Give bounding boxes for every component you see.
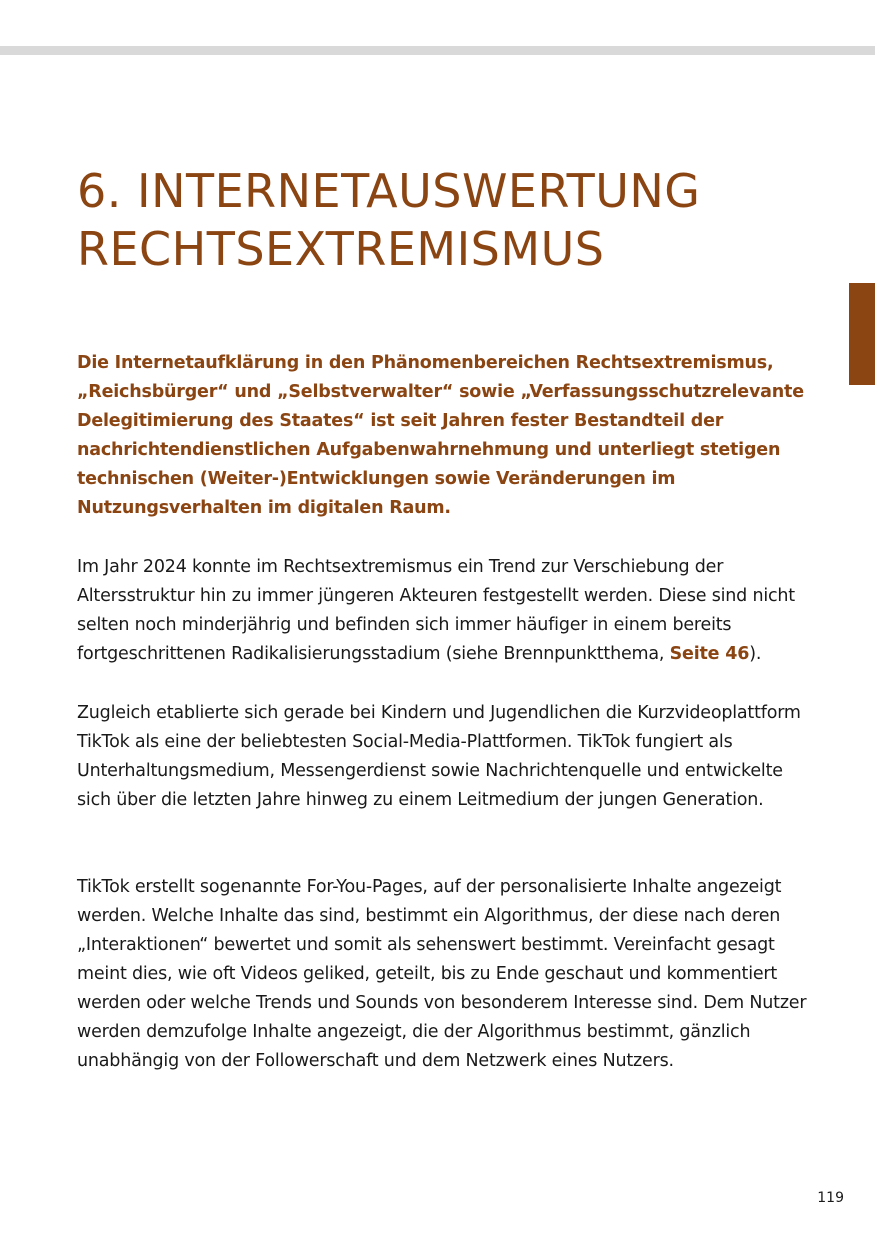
chapter-title-line-2: RECHTSEXTREMISMUS [77, 222, 605, 276]
chapter-title [77, 162, 837, 278]
body-paragraph-2: Zugleich etablierte sich gerade bei Kindern und Jugendlichen die Kurzvideoplattform TikTok als eine der beliebtesten Social-Media-Plattformen. TikTok fungiert als Unterhaltungsmedium, Messengerdienst sowie Nachrichtenquelle und entwickelte sich über die letzten Jahre hinweg zu einem Leitmedium der jungen Generation. [77, 703, 801, 810]
header-rule [0, 46, 875, 55]
lead-paragraph: Die Internetaufklärung in den Phänomenbereichen Rechtsextremismus, „Reichsbürger“ und „Selbstverwalter“ sowie „Verfassungsschutzrelevante Delegitimierung des Staates“ ist seit Jahren fester Bestandteil der nachrichtendienstlichen Aufgabenwahrnehmung und unterliegt stetigen technischen (Weiter-)Entwicklungen sowie Veränderungen im Nutzungsverhalten im digitalen Raum. [77, 353, 804, 518]
page-number: 119 [817, 1190, 844, 1206]
body-paragraph-3: TikTok erstellt sogenannte For-You-Pages, auf der personalisierte Inhalte angezeigt werden. Welche Inhalte das sind, bestimmt ein Algorithmus, der diese nach deren „Interaktionen“ bewertet und somit als sehenswert bestimmt. Vereinfacht gesagt meint dies, wie oft Videos geliked, geteilt, bis zu Ende geschaut und kommentiert werden oder welche Trends und Sounds von besonderem Interesse sind. Dem Nutzer werden demzufolge Inhalte angezeigt, die der Algorithmus bestimmt, gänzlich unabhängig von der Followerschaft und dem Netzwerk eines Nutzers. [77, 877, 807, 1071]
paragraph-1-text: Im Jahr 2024 konnte im Rechtsextremismus ein Trend zur Verschiebung der Altersstruktur hin zu immer jüngeren Akteuren festgestellt werden. Diese sind nicht selten noch minderjährig und befinden sich immer häufiger in einem bereits fortgeschrittenen Radikalisierungsstadium (siehe Brennpunktthema, [77, 557, 795, 664]
body-paragraph-1 [77, 553, 817, 669]
chapter-title-line-1: 6. INTERNETAUSWERTUNG [77, 164, 701, 218]
page-reference-link[interactable]: Seite 46 [669, 644, 750, 664]
paragraph-1-text-end: ). [749, 644, 762, 664]
chapter-side-tab [849, 283, 875, 385]
